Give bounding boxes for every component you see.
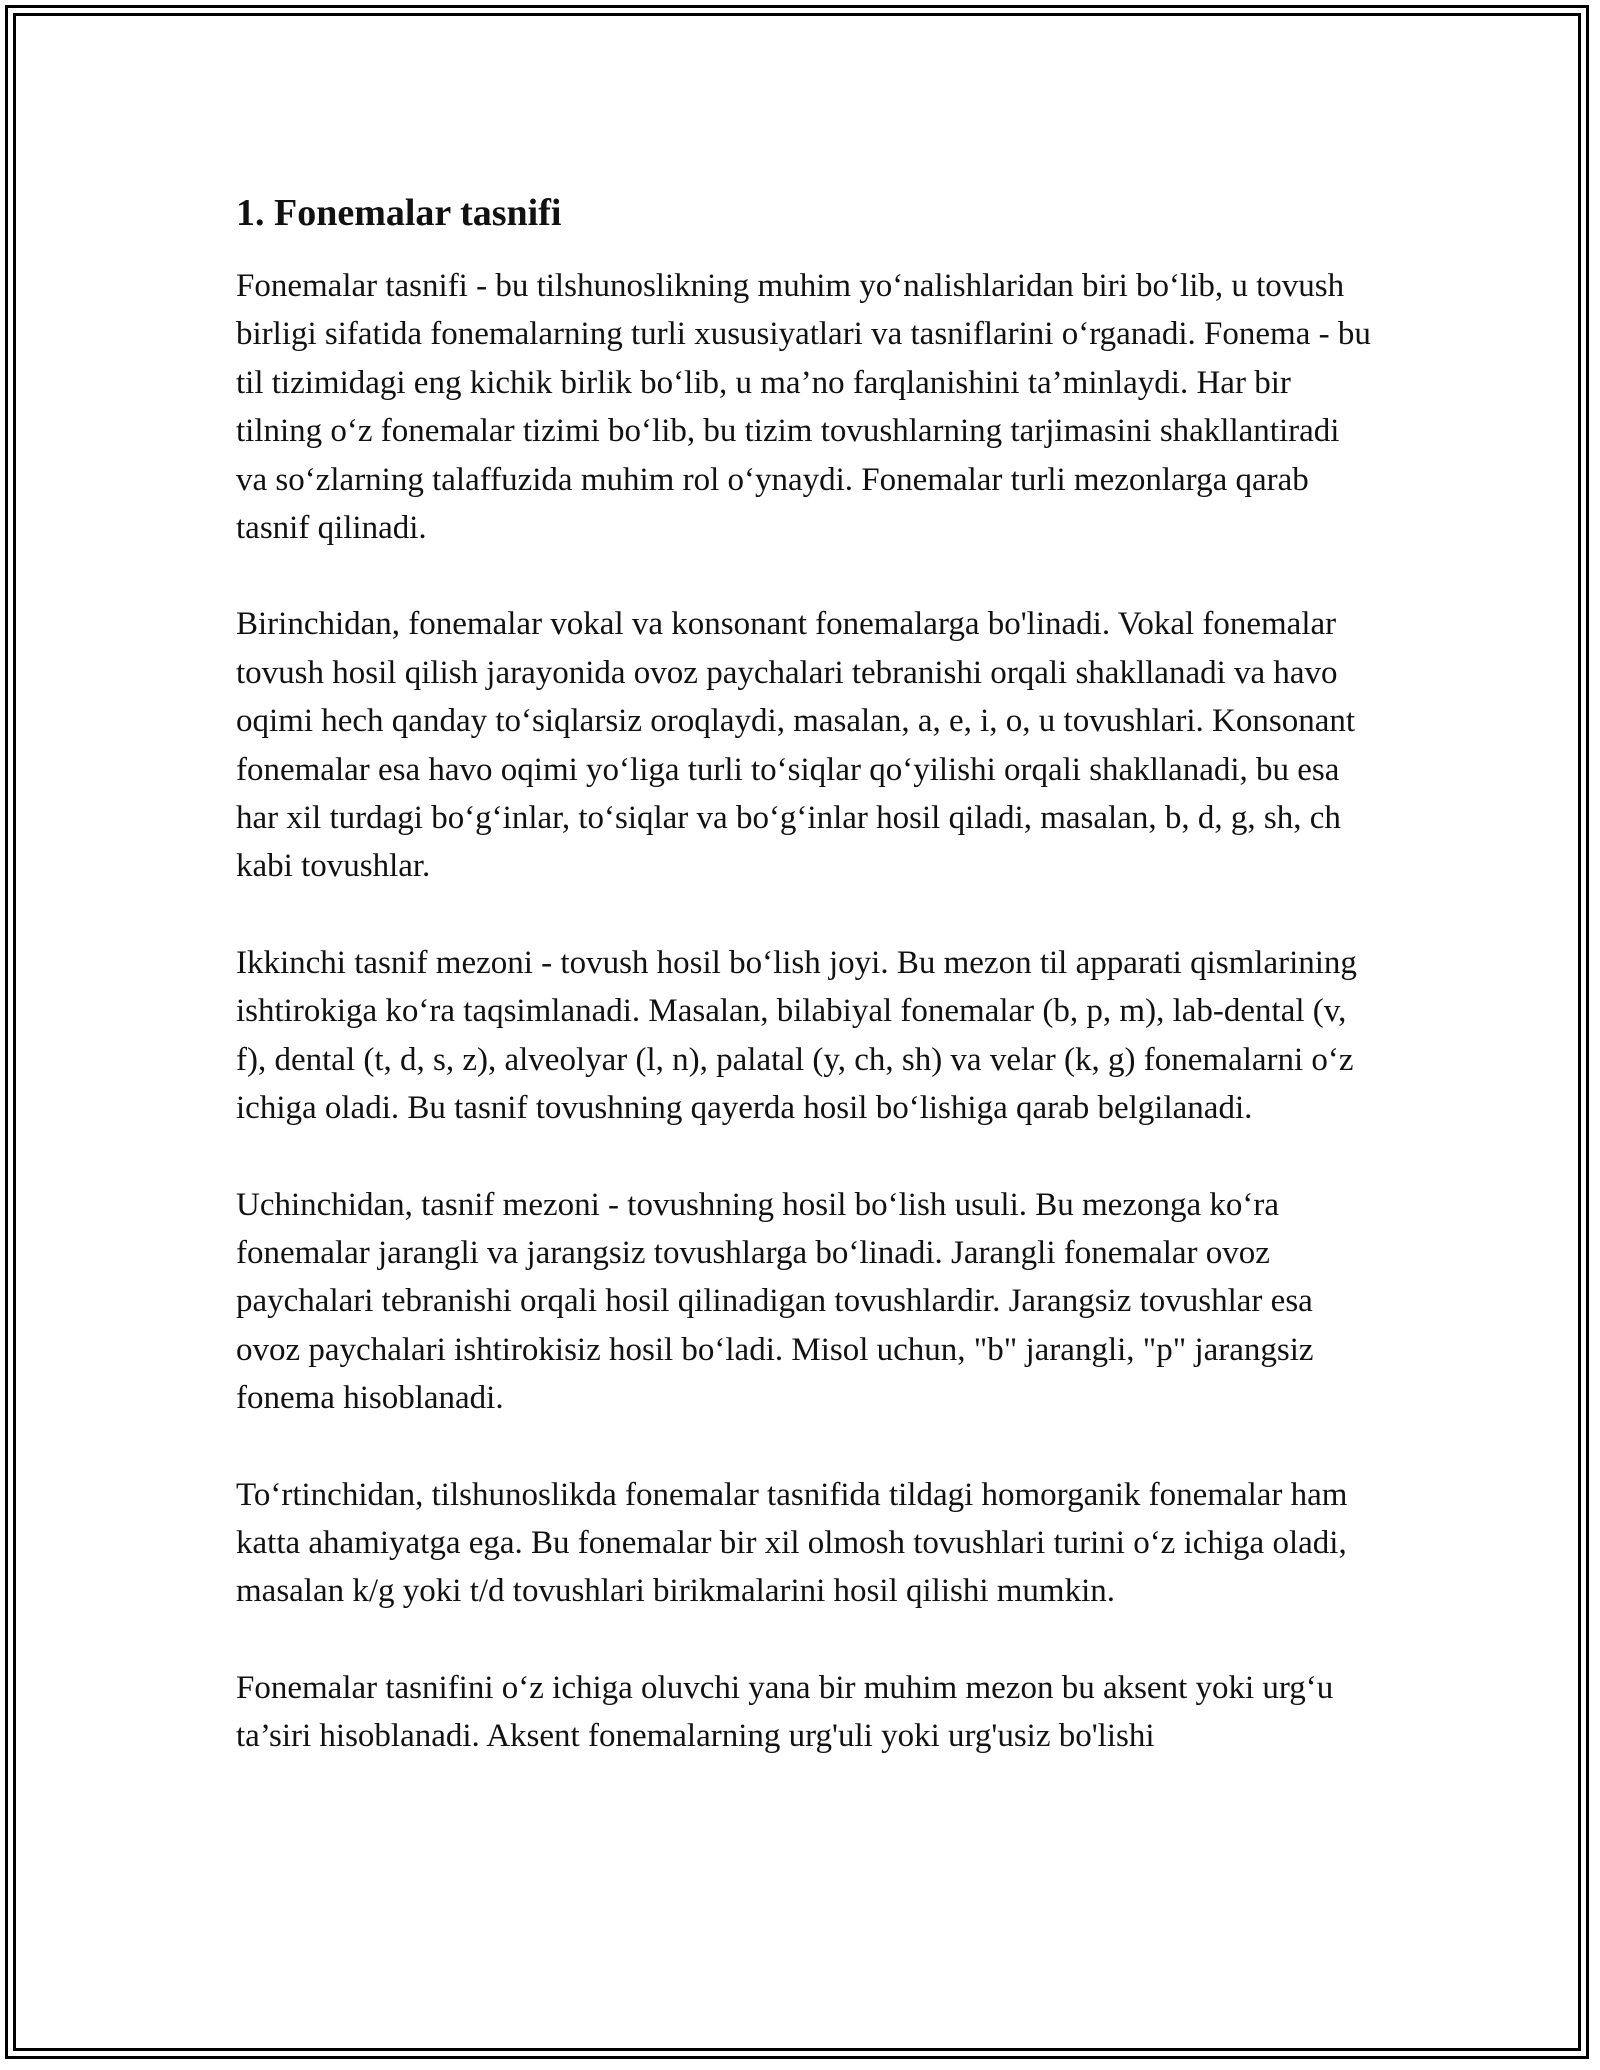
paragraph-accent: Fonemalar tasnifini o‘z ichiga oluvchi yana bir muhim mezon bu aksent yoki urg‘u ta’siri hisoblanadi. Aksent fonemalarning urg'uli yoki urg'usiz bo'lishi xyxy=(236,1669,1334,1755)
paragraph-place-of-articulation: Ikkinchi tasnif mezoni - tovush hosil bo‘lish joyi. Bu mezon til apparati qismlarining ishtirokiga ko‘ra taqsimlanadi. Masalan, bilabiyal fonemalar (b, p, m), lab-dental (v, f), dental (t, d, s, z), alveolyar (l, n), palatal (y, ch, sh) va velar (k, g) fonemalarni o‘z ichiga oladi. Bu tasnif tovushning qayerda hosil bo‘lishiga qarab belgilanadi. xyxy=(236,944,1357,1127)
section-heading: 1. Fonemalar tasnifi xyxy=(236,192,562,234)
paragraph-homorganic: To‘rtinchidan, tilshunoslikda fonemalar tasnifida tildagi homorganik fonemalar ham katta ahamiyatga ega. Bu fonemalar bir xil olmosh tovushlari turini o‘z ichiga oladi, masalan k/g yoki t/d tovushlari birikmalarini hosil qilishi mumkin. xyxy=(236,1476,1348,1610)
paragraph-vocal-consonant: Birinchidan, fonemalar vokal va konsonant fonemalarga bo'linadi. Vokal fonemalar tovush hosil qilish jarayonida ovoz paychalari tebranishi orqali shakllanadi va havo oqimi hech qanday to‘siqlarsiz oroqlaydi, masalan, a, e, i, o, u tovushlari. Konsonant fonemalar esa havo oqimi yo‘liga turli to‘siqlar qo‘yilishi orqali shakllanadi, bu esa har xil turdagi bo‘g‘inlar, to‘siqlar va bo‘g‘inlar hosil qiladi, masalan, b, d, g, sh, ch kabi tovushlar. xyxy=(236,606,1356,885)
paragraph-manner-of-articulation: Uchinchidan, tasnif mezoni - tovushning hosil bo‘lish usuli. Bu mezonga ko‘ra fonemalar jarangli va jarangsiz tovushlarga bo‘linadi. Jarangli fonemalar ovoz paychalari tebranishi orqali hosil qilinadigan tovushlardir. Jarangsiz tovushlar esa ovoz paychalari ishtirokisiz hosil bo‘ladi. Misol uchun, "b" jarangli, "p" jarangsiz fonema hisoblanadi. xyxy=(236,1186,1314,1417)
paragraph-intro: Fonemalar tasnifi - bu tilshunoslikning muhim yo‘nalishlaridan biri bo‘lib, u tovush birligi sifatida fonemalarning turli xususiyatlari va tasniflarini o‘rganadi. Fonema - bu til tizimidagi eng kichik birlik bo‘lib, u ma’no farqlanishini ta’minlaydi. Har bir tilning o‘z fonemalar tizimi bo‘lib, bu tizim tovushlarning tarjimasini shakllantiradi va so‘zlarning talaffuzida muhim rol o‘ynaydi. Fonemalar turli mezonlarga qarab tasnif qilinadi. xyxy=(236,268,1371,547)
document-body xyxy=(236,186,1376,1809)
